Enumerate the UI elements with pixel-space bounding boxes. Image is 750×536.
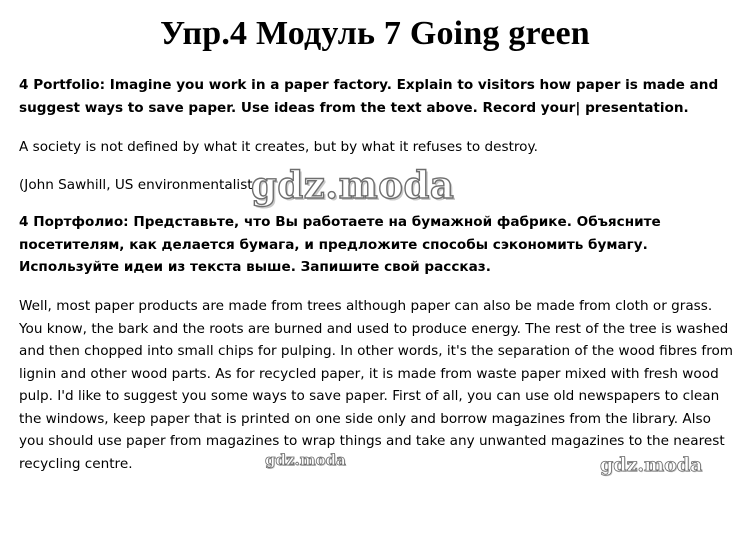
task-russian: 4 Портфолио: Представьте, что Вы работаете на бумажной фабрике. Объясните посетителям, как делается бумага, и предложите способы сэкономить бумагу. Используйте идеи из текста выше. Запишите свой рассказ.	[19, 214, 661, 275]
quote-text: A society is not defined by what it creates, but by what it refuses to destroy.	[19, 139, 538, 155]
task-english: 4 Portfolio: Imagine you work in a paper factory. Explain to visitors how paper is made and suggest ways to save paper. Use ideas from the text above. Record your| presentation.	[19, 77, 719, 116]
watermark-bottom-right: gdz.moda	[600, 454, 703, 476]
page-title: Упр.4 Модуль 7 Going green	[160, 15, 590, 52]
watermark-bottom-left: gdz.moda	[265, 451, 346, 469]
answer-text: Well, most paper products are made from trees although paper can also be made from cloth or grass. You know, the bark and the roots are burned and used to produce energy. The rest of the tree is washed and then chopped into small chips for pulping. In other words, it's the separation of the wood fibres from lignin and other wood parts. As for recycled paper, it is made from waste paper mixed with fresh wood pulp. I'd like to suggest you some ways to save paper. First of all, you can use old newspapers to clean the windows, keep paper that is printed on one side only and borrow magazines from the library. Also you should use paper from magazines to wrap things and take any unwanted magazines to the nearest recycling centre.	[19, 298, 734, 472]
quote-author: (John Sawhill, US environmentalist	[19, 177, 253, 193]
watermark-main: gdz.moda	[251, 163, 455, 207]
